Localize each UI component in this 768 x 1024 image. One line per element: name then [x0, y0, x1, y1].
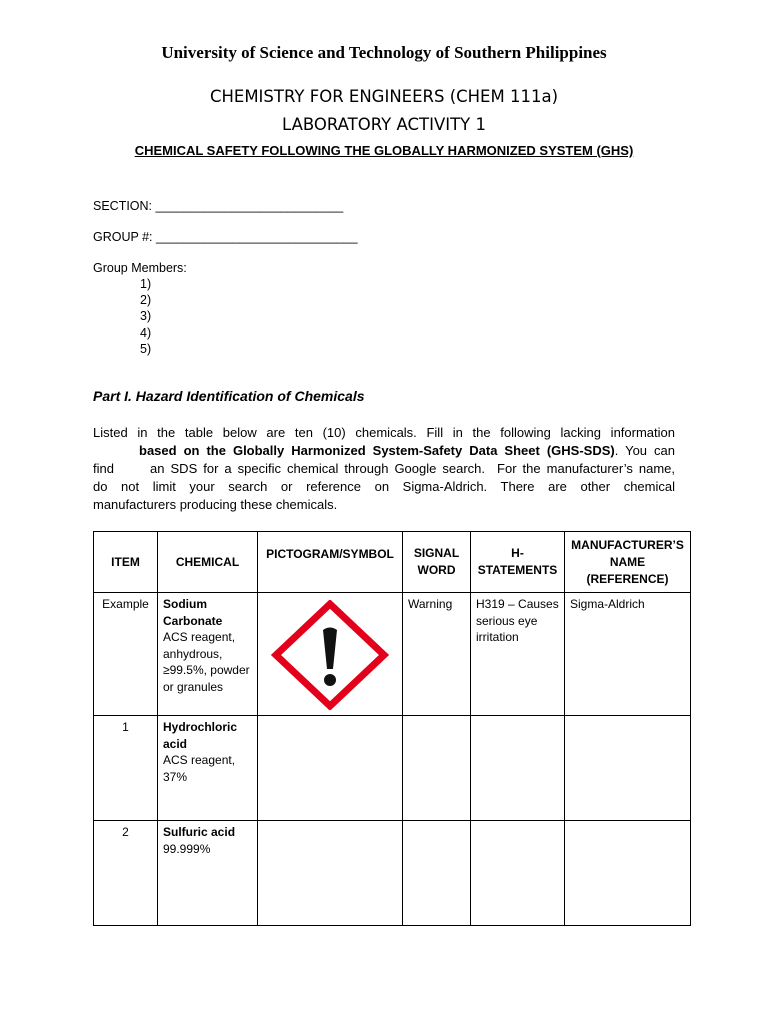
item-cell: 2 — [94, 821, 158, 926]
pictogram-cell[interactable] — [258, 821, 403, 926]
item-cell: 1 — [94, 716, 158, 821]
activity-subtitle: CHEMICAL SAFETY FOLLOWING THE GLOBALLY HARMONIZED SYSTEM (GHS) — [134, 143, 634, 158]
h-statement-cell: H319 – Causes serious eye irritation — [471, 593, 565, 716]
activity-title: LABORATORY ACTIVITY 1 — [282, 115, 486, 134]
h-statement-cell[interactable] — [471, 716, 565, 821]
header-h-statements: H-STATEMENTS — [471, 532, 565, 593]
member-2-label: 2) — [140, 293, 152, 307]
chemical-name: Sulfuric acid — [163, 825, 236, 839]
header-pictogram: PICTOGRAM/SYMBOL — [258, 532, 403, 593]
pictogram-cell[interactable] — [258, 716, 403, 821]
chemical-cell — [158, 716, 258, 821]
instructions-paragraph — [93, 424, 675, 514]
member-4-label: 4) — [140, 326, 152, 340]
header-item: ITEM — [94, 532, 158, 593]
signal-word-cell: Warning — [403, 593, 471, 716]
chemical-cell — [158, 593, 258, 716]
instructions-line-1: Listed in the table below are ten (10) chemicals. Fill in the following lacking information — [93, 425, 675, 440]
chemical-detail: ACS reagent, 37% — [163, 753, 236, 784]
header-manufacturer: MANUFACTURER’S NAME (REFERENCE) — [565, 532, 691, 593]
instructions-line-5: manufacturers producing these chemicals. — [93, 497, 338, 512]
section-field[interactable]: SECTION: ___________________________ — [93, 199, 344, 213]
member-1-label: 1) — [140, 277, 152, 291]
table-row — [94, 593, 691, 716]
exclamation-mark-pictogram-icon — [271, 600, 389, 710]
chemical-detail: ACS reagent, anhydrous, ≥99.5%, powder or granules — [163, 630, 250, 694]
signal-word-cell[interactable] — [403, 716, 471, 821]
table-header-row — [94, 532, 691, 593]
ghs-sds-emphasis: based on the Globally Harmonized System-Safety Data Sheet (GHS-SDS) — [139, 443, 615, 458]
course-title: CHEMISTRY FOR ENGINEERS (CHEM 111a) — [209, 87, 559, 106]
instructions-line-2-rest: . You can — [614, 443, 675, 458]
group-number-field[interactable]: GROUP #: _____________________________ — [93, 230, 358, 244]
member-5-label: 5) — [140, 342, 152, 356]
header-signal-word: SIGNAL WORD — [403, 532, 471, 593]
item-cell: Example — [94, 593, 158, 716]
part-1-title: Part I. Hazard Identification of Chemicals — [93, 388, 365, 404]
manufacturer-cell: Sigma-Aldrich — [565, 593, 691, 716]
table-row — [94, 821, 691, 926]
group-members-label: Group Members: — [93, 261, 187, 275]
chemical-name: Sodium Carbonate — [163, 597, 223, 628]
instructions-line-2 — [93, 442, 675, 460]
instructions-line-4: do not limit your search or reference on Sigma-Aldrich. There are other chemical — [93, 479, 675, 494]
manufacturer-cell[interactable] — [565, 716, 691, 821]
university-name: University of Science and Technology of Southern Philippines — [161, 43, 607, 62]
chemical-cell — [158, 821, 258, 926]
h-statement-cell[interactable] — [471, 821, 565, 926]
hazard-table — [93, 531, 691, 926]
table-row — [94, 716, 691, 821]
pictogram-cell — [258, 593, 403, 716]
manufacturer-cell[interactable] — [565, 821, 691, 926]
chemical-detail: 99.999% — [163, 841, 211, 856]
chemical-name: Hydrochloric acid — [163, 720, 238, 751]
signal-word-cell[interactable] — [403, 821, 471, 926]
instructions-line-3: find an SDS for a specific chemical through Google search. For the manufacturer’s name, — [93, 461, 675, 476]
member-3-label: 3) — [140, 309, 152, 323]
header-chemical: CHEMICAL — [158, 532, 258, 593]
